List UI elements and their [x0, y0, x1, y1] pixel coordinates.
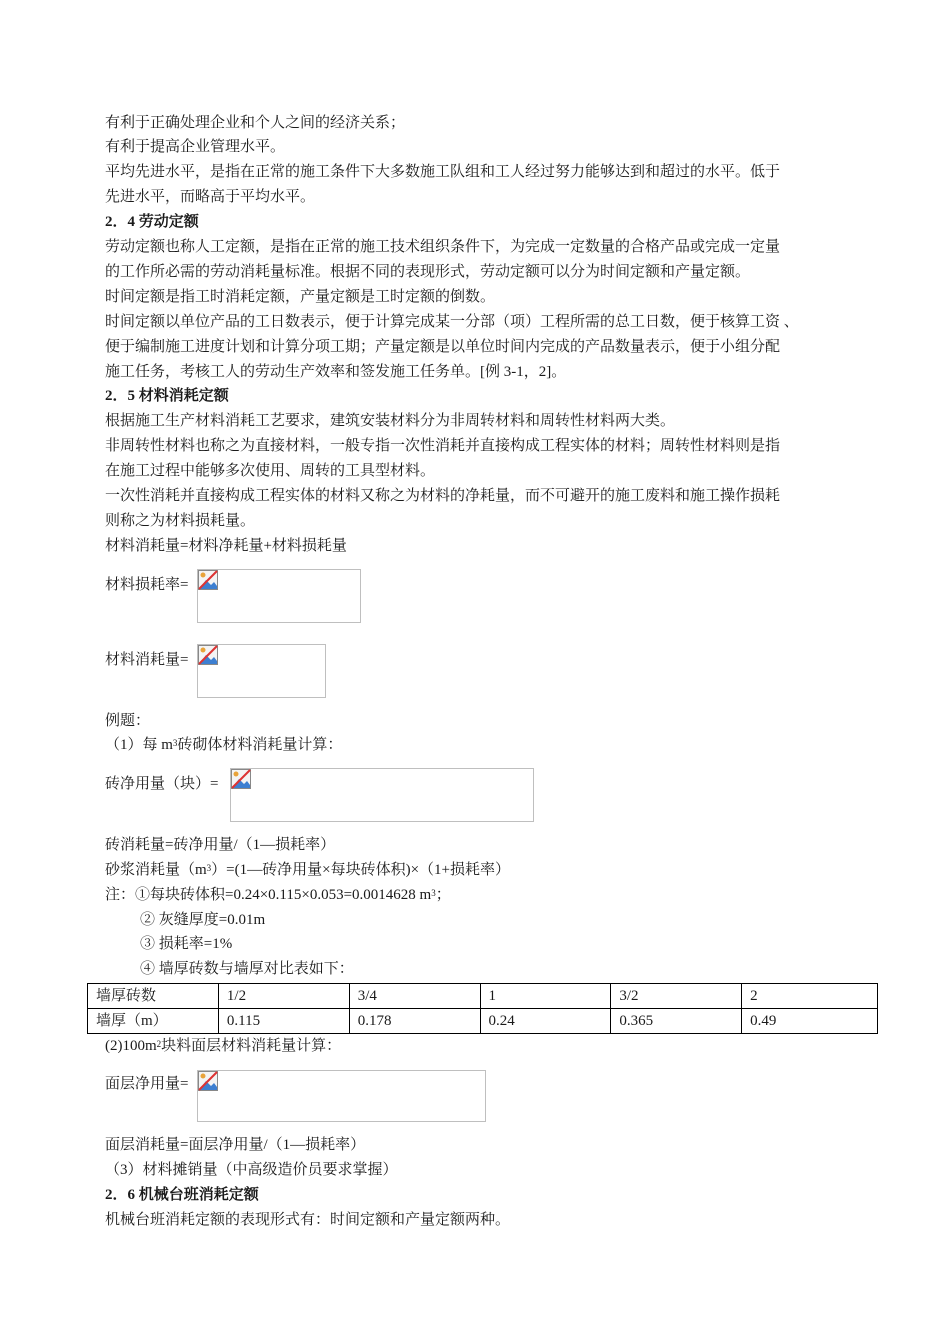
- formula-label: 材料损耗率=: [105, 577, 189, 593]
- table-cell: 3/2: [611, 984, 742, 1009]
- table-cell: 0.24: [480, 1009, 611, 1034]
- text-line: 砂浆消耗量$(m^3)=(1—$砖净用量×每块砖体积)×（1+损耗率）: [105, 862, 511, 878]
- text-line: 时间定额以单位产品的工日数表示，便于计算完成某一分部（项）工程所需的总工日数，便于核算工资 、: [105, 314, 799, 330]
- text-line: 在施工过程中能够多次使用、周转的工具型材料。: [105, 463, 436, 479]
- text-line: 面层消耗量=面层净用量/（1—损耗率）: [105, 1137, 366, 1153]
- broken-image-icon: [198, 1071, 218, 1091]
- table-cell: 0.178: [349, 1009, 480, 1034]
- formula-image-frame: [197, 1070, 486, 1122]
- text-line: $(2)100m^2$块料面层材料消耗量计算：: [105, 1038, 342, 1054]
- text-line: ② 灰缝厚度=0.01m: [140, 912, 266, 928]
- text-line: 先进水平，而略高于平均水平。: [105, 189, 316, 205]
- table-cell: 0.49: [742, 1009, 878, 1034]
- text-line: ③ 损耗率=1%: [140, 936, 233, 952]
- text-line: 注：①每块砖体积=0.24×0.115×0.053=0.0014628 $m^3$；: [105, 887, 451, 903]
- table-cell: 0.365: [611, 1009, 742, 1034]
- table-row: [88, 1009, 878, 1034]
- wall-thickness-table: [87, 983, 878, 1034]
- section-heading: 2．6 机械台班消耗定额: [105, 1187, 259, 1203]
- text-line: 非周转性材料也称之为直接材料，一般专指一次性消耗并直接构成工程实体的材料；周转性材料则是指: [105, 438, 781, 454]
- text-line: 施工任务，考核工人的劳动生产效率和签发施工任务单。[例 3-1，2]。: [105, 364, 567, 380]
- table-cell: 3/4: [349, 984, 480, 1009]
- broken-image-icon: [231, 769, 251, 789]
- section-heading: 2．5 材料消耗定额: [105, 388, 229, 404]
- formula-label: 面层净用量=: [105, 1076, 189, 1092]
- broken-image-icon: [198, 645, 218, 665]
- text-line: 时间定额是指工时消耗定额，产量定额是工时定额的倒数。: [105, 289, 496, 305]
- text-line: 劳动定额也称人工定额，是指在正常的施工技术组织条件下，为完成一定数量的合格产品或完成一定量: [105, 239, 781, 255]
- table-cell: 2: [742, 984, 878, 1009]
- text-line: 平均先进水平，是指在正常的施工条件下大多数施工队组和工人经过努力能够达到和超过的水平。低于: [105, 164, 781, 180]
- formula-image-frame: [197, 569, 361, 623]
- text-line: 机械台班消耗定额的表现形式有：时间定额和产量定额两种。: [105, 1212, 511, 1228]
- text-line: 的工作所必需的劳动消耗量标准。根据不同的表现形式，劳动定额可以分为时间定额和产量定额。: [105, 264, 751, 280]
- text-line: （1）每 $m^3$砖砌体材料消耗量计算：: [105, 737, 343, 753]
- table-cell: 1: [480, 984, 611, 1009]
- text-line: 砖消耗量=砖净用量/（1—损耗率）: [105, 837, 336, 853]
- text-line: （3）材料摊销量（中高级造价员要求掌握）: [105, 1162, 398, 1178]
- table-cell: 1/2: [218, 984, 349, 1009]
- table-row: [88, 984, 878, 1009]
- text-line: ④ 墙厚砖数与墙厚对比表如下：: [140, 961, 354, 977]
- table-cell: 墙厚砖数: [88, 984, 219, 1009]
- text-line: 根据施工生产材料消耗工艺要求，建筑安装材料分为非周转材料和周转性材料两大类。: [105, 413, 676, 429]
- text-line: 例题：: [105, 713, 151, 729]
- text-line: 便于编制施工进度计划和计算分项工期；产量定额是以单位时间内完成的产品数量表示，便于小组分配: [105, 339, 781, 355]
- table-cell: 0.115: [218, 1009, 349, 1034]
- section-heading: 2．4 劳动定额: [105, 214, 199, 230]
- text-line: 有利于正确处理企业和个人之间的经济关系；: [105, 115, 406, 131]
- formula-image-frame: [230, 768, 534, 822]
- text-line: 一次性消耗并直接构成工程实体的材料又称之为材料的净耗量，而不可避开的施工废料和施工操作损耗: [105, 488, 781, 504]
- formula-label: 砖净用量（块）=: [105, 776, 219, 792]
- text-line: 则称之为材料损耗量。: [105, 513, 256, 529]
- text-line: 有利于提高企业管理水平。: [105, 139, 286, 155]
- formula-label: 材料消耗量=: [105, 652, 189, 668]
- text-line: 材料消耗量=材料净耗量+材料损耗量: [105, 538, 347, 554]
- broken-image-icon: [198, 570, 218, 590]
- table-cell: 墙厚（m）: [88, 1009, 219, 1034]
